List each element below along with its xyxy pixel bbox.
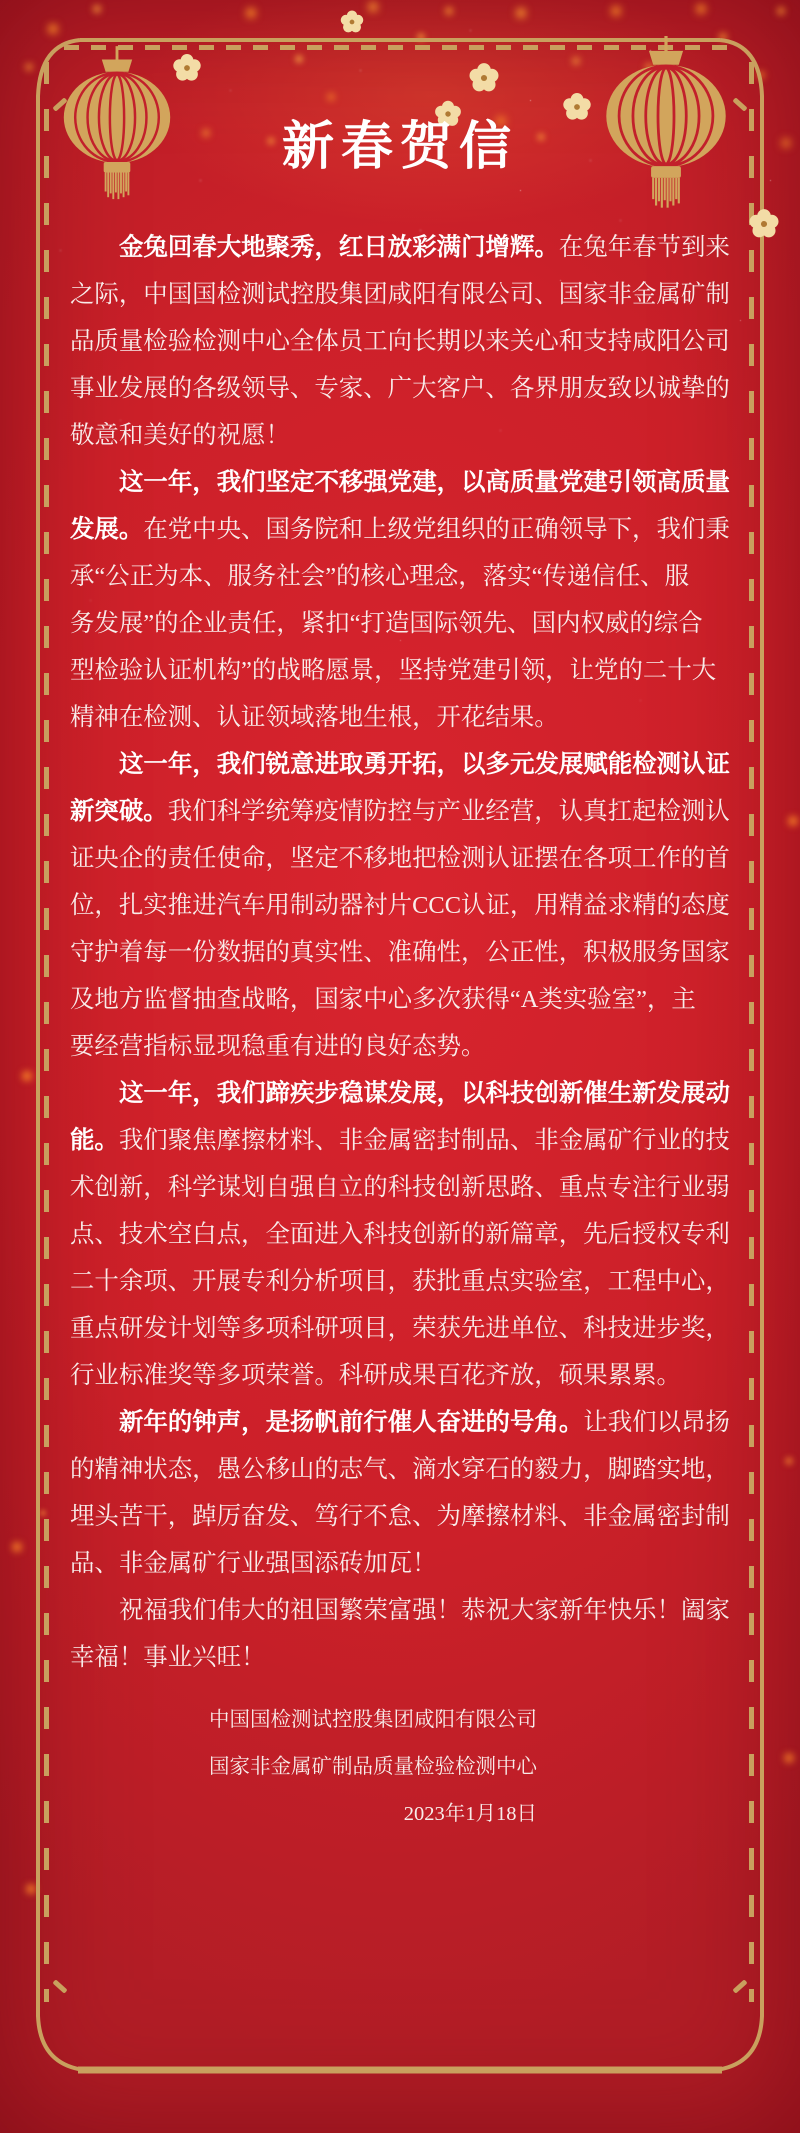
letter-line: 祝福我们伟大的祖国繁荣富强！恭祝大家新年快乐！阖家 — [119, 1597, 730, 1624]
letter-line: 术创新，科学谋划自强自立的科技创新思路、重点专注行业弱 — [70, 1174, 730, 1201]
letter-line: 新突破。我们科学统筹疫情防控与产业经营，认真扛起检测认 — [70, 798, 730, 825]
letter-line: 这一年，我们蹄疾步稳谋发展，以科技创新催生新发展动 — [119, 1080, 730, 1107]
plum-blossom-icon — [466, 60, 502, 96]
letter-body — [70, 224, 732, 1681]
page-title: 新春贺信 — [281, 118, 518, 176]
signature-block — [70, 1697, 537, 1838]
letter-line: 证央企的责任使命，坚定不移地把检测认证摆在各项工作的首 — [70, 845, 730, 872]
signature-center: 国家非金属矿制品质量检验检测中心 — [209, 1756, 537, 1778]
letter-line: 幸福！事业兴旺！ — [70, 1644, 266, 1671]
letter-line: 精神在检测、认证领域落地生根，开花结果。 — [70, 704, 559, 731]
letter-line: 重点研发计划等多项科研项目，荣获先进单位、科技进步奖， — [70, 1315, 730, 1342]
letter-line: 埋头苦干，踔厉奋发、笃行不怠、为摩擦材料、非金属密封制 — [70, 1503, 730, 1530]
letter-line: 事业发展的各级领导、专家、广大客户、各界朋友致以诚挚的 — [70, 375, 730, 402]
letter-line: 守护着每一份数据的真实性、准确性，公正性，积极服务国家 — [70, 939, 730, 966]
letter-line: 位，扎实推进汽车用制动器衬片CCC认证，用精益求精的态度 — [70, 892, 730, 919]
letter-line: 之际，中国国检测试控股集团咸阳有限公司、国家非金属矿制 — [70, 281, 730, 308]
plum-blossom-icon — [338, 8, 366, 36]
letter-line: 及地方监督抽查战略，国家中心多次获得“A类实验室”，主 — [70, 986, 696, 1013]
letter-line: 新年的钟声，是扬帆前行催人奋进的号角。让我们以昂扬 — [119, 1409, 730, 1436]
letter-line: 这一年，我们坚定不移强党建，以高质量党建引领高质量 — [119, 469, 730, 496]
letter-line: 务发展”的企业责任，紧扣“打造国际领先、国内权威的综合 — [70, 610, 703, 637]
plum-blossom-icon — [170, 51, 204, 85]
letter-line: 承“公正为本、服务社会”的核心理念，落实“传递信任、服 — [70, 563, 690, 590]
signature-date: 2023年1月18日 — [403, 1803, 537, 1825]
letter-line: 发展。在党中央、国务院和上级党组织的正确领导下，我们秉 — [70, 516, 730, 543]
letter-line: 品质量检验检测中心全体员工向长期以来关心和支持咸阳公司 — [70, 328, 730, 355]
letter-line: 的精神状态，愚公移山的志气、滴水穿石的毅力，脚踏实地， — [70, 1456, 730, 1483]
left-dashed-border — [44, 62, 49, 2002]
letter-line: 要经营指标显现稳重有进的良好态势。 — [70, 1033, 486, 1060]
letter-line: 金兔回春大地聚秀，红日放彩满门增辉。在兔年春节到来 — [119, 234, 730, 261]
letter-line: 敬意和美好的祝愿！ — [70, 422, 290, 449]
signature-company: 中国国检测试控股集团咸阳有限公司 — [209, 1709, 537, 1731]
letter-line: 行业标准奖等多项荣誉。科研成果百花齐放，硕果累累。 — [70, 1362, 681, 1389]
letter-line: 这一年，我们锐意进取勇开拓，以多元发展赋能检测认证 — [119, 751, 730, 778]
letter-line: 型检验认证机构”的战略愿景，坚持党建引领，让党的二十大 — [70, 657, 717, 684]
letter-line: 能。我们聚焦摩擦材料、非金属密封制品、非金属矿行业的技 — [70, 1127, 730, 1154]
letter-line: 品、非金属矿行业强国添砖加瓦！ — [70, 1550, 437, 1577]
letter-line: 点、技术空白点，全面进入科技创新的新篇章，先后授权专利 — [70, 1221, 730, 1248]
letter-line: 二十余项、开展专利分析项目，获批重点实验室，工程中心， — [70, 1268, 730, 1295]
right-dashed-border — [749, 62, 754, 2002]
plum-blossom-icon — [746, 206, 782, 242]
